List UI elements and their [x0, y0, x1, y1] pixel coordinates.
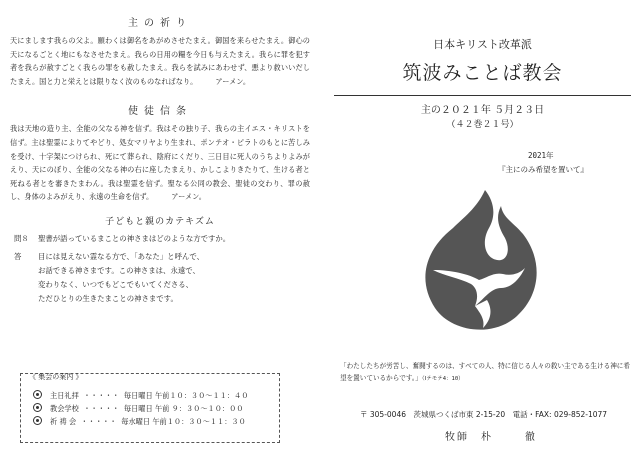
meeting-row: 祈 祷 会 ・・・・・ 毎水曜日 午前１０：３０～１１：３０	[33, 415, 248, 428]
creed-text: 我は天地の造り主、全能の父なる神を信ず。我はその独り子、我らの主イエス・キリストを信ず。主は聖霊によりてやどり、処女マリヤより生まれ、ポンテオ・ピラトのもとに苦しみを受け、十字架につけられ、死にて葬られ、陰府にくだり、三日目に死人のうちよりよみがえり、天にのぼり、全能の父なる神の右に座したまえり、かしこよりきたりて、生ける者と死ねる者とを審きたまわん。我は聖霊を信ず。聖なる公同の教会、聖徒の交わり、罪の赦し、身体のよみがえり、永遠の生命を信ず。 アーメン。	[10, 122, 310, 204]
meetings-box	[20, 373, 280, 443]
church-address: 〒 305-0046 茨城県つくば市東 2-15-20 電話・FAX: 029-852-1077	[360, 410, 608, 419]
bulletin-date: 主の２０２１年 ５月２３日	[420, 105, 545, 116]
circle-bullet-icon	[33, 403, 42, 412]
question-label: 問８	[14, 233, 29, 243]
creed-title: 使徒信条	[128, 106, 192, 118]
creed-amen: アーメン。	[171, 192, 206, 202]
catechism-question	[10, 232, 310, 246]
scripture-verse: 「わたしたちが労苦し、奮闘するのは、すべての人、特に信じる人々の救い主である生ける神に希望を置いているからです。」（Ⅰテモテ4：10）	[340, 362, 630, 382]
right-column	[330, 8, 635, 443]
meetings-list	[33, 389, 248, 428]
theme-text: 『主にのみ希望を置いて』	[498, 165, 588, 174]
verse-reference: （Ⅰテモテ4：10）	[421, 376, 464, 382]
theme-year: 2021年	[528, 151, 554, 160]
answer-label: 答	[14, 251, 22, 261]
pastor-label: 牧師	[445, 432, 469, 443]
catechism-title: 子どもと親のカテキズム	[105, 216, 215, 227]
meeting-row: 主日礼拝 ・・・・・ 毎日曜日 午前１０：３０～１１：４０	[33, 389, 248, 402]
lords-prayer-title: 主の祈り	[128, 18, 192, 29]
circle-bullet-icon	[33, 390, 42, 399]
meeting-row: 教会学校 ・・・・・ 毎日曜日 午前 ９：３０～１０：００	[33, 402, 248, 415]
question-text: 聖書が語っているまことの神さまはどのような方ですか。	[38, 233, 231, 243]
bulletin-issue: （４２巻２１号）	[446, 120, 519, 130]
catechism-answer	[10, 250, 310, 306]
answer-line: ただひとりの生きたまことの神さまです。	[38, 293, 178, 303]
dove-flame-logo-icon	[415, 188, 545, 338]
meetings-title: 《 集会の案内 》	[29, 373, 83, 381]
left-column	[10, 8, 310, 310]
denomination: 日本キリスト改革派	[433, 38, 532, 51]
lords-prayer-text: 天にまします我らの父よ。願わくは御名をあがめさせたまえ。御国を来らせたまえ。御心の天になるごとく地にもなさせたまえ。我らの日用の糧を今日も与えたまえ。我らに罪を犯す者を我らが赦すごとく我らの罪をも赦したまえ。我らを試みにあわせず、悪より救いいだしたまえ。国と力と栄えとは限りなく汝のものなればなり。 アーメン。	[10, 34, 310, 88]
circle-bullet-icon	[33, 416, 42, 425]
church-name: 筑波みことば教会	[402, 62, 563, 84]
answer-line: 変わりなく、いつでもどこでもいてくださる、	[38, 279, 194, 289]
answer-line: 目には見えない霊なる方で、「あなた」と呼んで、	[38, 251, 204, 261]
pastor-name: 朴 徹	[481, 432, 547, 443]
pastor-line	[445, 428, 547, 443]
header-rule	[334, 95, 631, 96]
lords-prayer-amen: アーメン。	[215, 76, 251, 86]
answer-line: お話できる神さまです。この神さまは、永遠で、	[38, 265, 200, 275]
